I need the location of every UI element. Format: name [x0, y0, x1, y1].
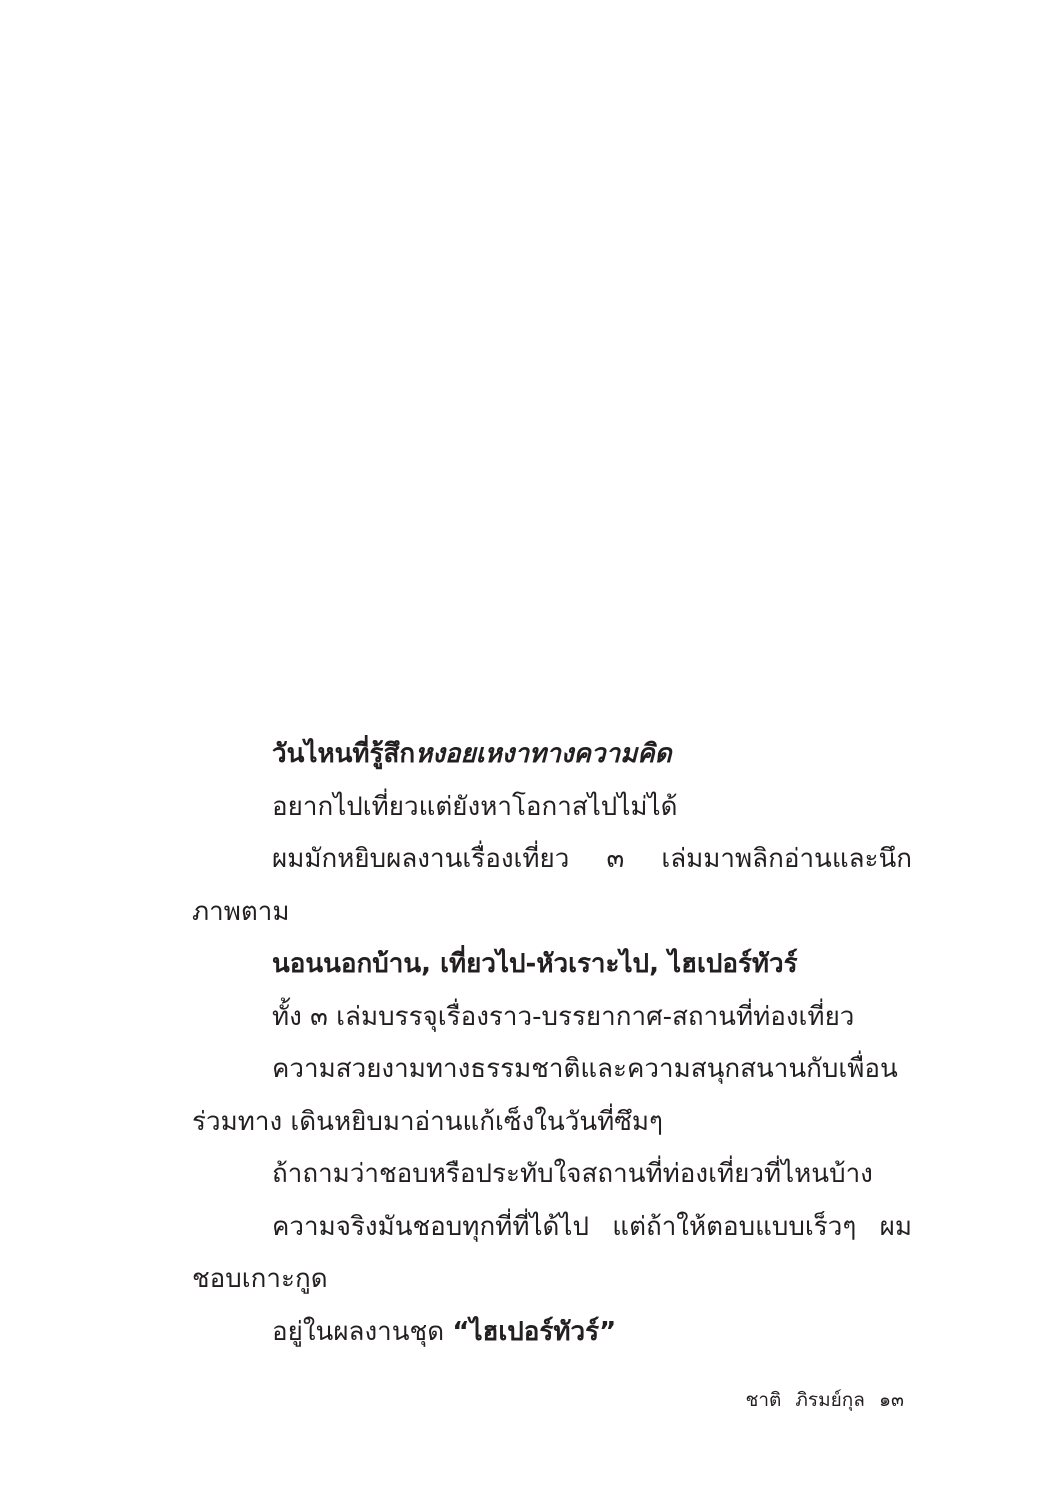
paragraph-5: ทั้ง ๓ เล่มบรรจุเรื่องราว-บรรยากาศ-สถานที่ท่องเที่ยว [272, 1001, 855, 1032]
page-footer [731, 1388, 904, 1412]
paragraph-3-line-2: ภาพตาม [192, 896, 290, 927]
paragraph-6-line-2: ร่วมทาง เดินหยิบมาอ่านแก้เซ็งในวันที่ซึมๆ [192, 1106, 664, 1137]
paragraph-2: อยากไปเที่ยวแต่ยังหาโอกาสไปไม่ได้ [272, 791, 678, 822]
footer-page-number: ๑๓ [878, 1389, 904, 1411]
paragraph-1-bold-italic: หงอยเหงาทางความคิด [415, 739, 672, 769]
paragraph-8-line-1: ความจริงมันชอบทุกที่ที่ได้ไป แต่ถ้าให้ตอบแบบเร็วๆ ผม [272, 1211, 912, 1242]
body-text [192, 728, 912, 1358]
paragraph-9-book-title: “ไฮเปอร์ทัวร์” [452, 1316, 617, 1347]
paragraph-6-line-1: ความสวยงามทางธรรมชาติและความสนุกสนานกับเพื่อน [272, 1054, 898, 1084]
paragraph-1 [192, 728, 912, 781]
footer-author-first-name: ชาติ [745, 1389, 782, 1411]
paragraph-8-line-2: ชอบเกาะกูด [192, 1264, 328, 1294]
paragraph-9 [192, 1306, 912, 1359]
paragraph-7: ถ้าถามว่าชอบหรือประทับใจสถานที่ท่องเที่ยวที่ไหนบ้าง [272, 1159, 873, 1189]
paragraph-1-bold: วันไหนที่รู้สึก [272, 739, 416, 769]
paragraph-9-text: อยู่ในผลงานชุด [272, 1316, 453, 1347]
footer-author-last-name: ภิรมย์กุล [795, 1389, 865, 1411]
paragraph-3-line-1: ผมมักหยิบผลงานเรื่องเที่ยว ๓ เล่มมาพลิกอ่านและนึก [272, 844, 912, 874]
paragraph-4-book-titles: นอนนอกบ้าน, เที่ยวไป-หัวเราะไป, ไฮเปอร์ทัวร์ [272, 949, 798, 979]
